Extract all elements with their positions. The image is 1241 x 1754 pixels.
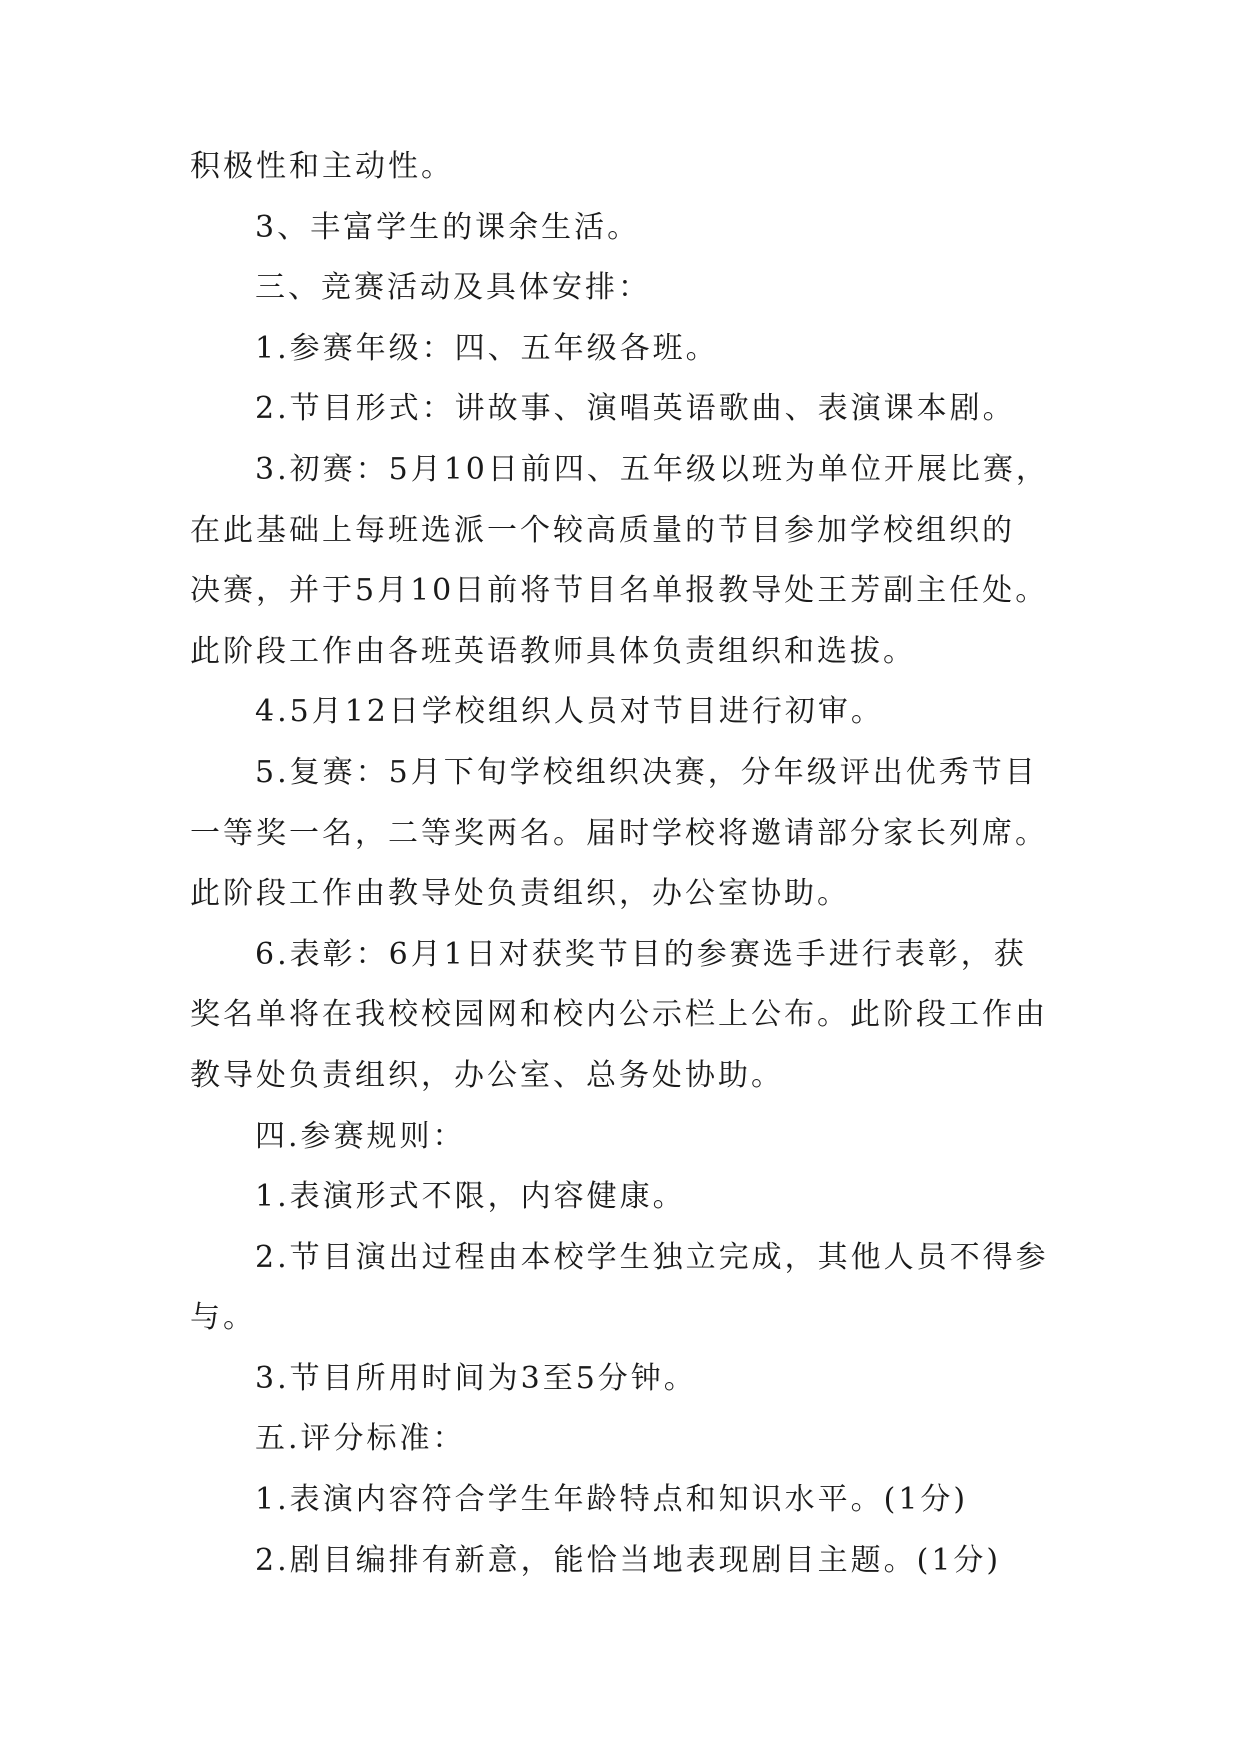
text-line: 在此基础上每班选派一个较高质量的节目参加学校组织的 [190, 512, 1015, 548]
section-heading: 三、竞赛活动及具体安排： [255, 270, 651, 306]
text-line: 与。 [190, 1300, 256, 1336]
section-heading: 四.参赛规则： [255, 1118, 466, 1154]
text-line: 此阶段工作由教导处负责组织，办公室协助。 [190, 876, 850, 912]
text-line: 教导处负责组织，办公室、总务处协助。 [190, 1057, 784, 1093]
text-line: 1.表演内容符合学生年龄特点和知识水平。(1分) [255, 1482, 969, 1518]
text-line: 3、丰富学生的课余生活。 [255, 209, 641, 245]
text-line: 2.节目演出过程由本校学生独立完成，其他人员不得参 [255, 1239, 1049, 1275]
text-line: 4.5月12日学校组织人员对节目进行初审。 [255, 694, 884, 730]
text-line: 3.节目所用时间为3至5分钟。 [255, 1360, 697, 1396]
text-line: 决赛，并于5月10日前将节目名单报教导处王芳副主任处。 [190, 573, 1049, 609]
text-line: 积极性和主动性。 [190, 149, 454, 184]
text-line: 奖名单将在我校校园网和校内公示栏上公布。此阶段工作由 [190, 997, 1048, 1033]
text-line: 6.表彰：6月1日对获奖节目的参赛选手进行表彰，获 [255, 936, 1027, 972]
document-body [190, 149, 1080, 1606]
text-line: 5.复赛：5月下旬学校组织决赛，分年级评出优秀节目 [255, 754, 1038, 790]
text-line: 1.表演形式不限，内容健康。 [255, 1179, 686, 1215]
text-line: 一等奖一名，二等奖两名。届时学校将邀请部分家长列席。 [190, 815, 1048, 851]
text-line: 1.参赛年级：四、五年级各班。 [255, 330, 719, 366]
section-heading: 五.评分标准： [255, 1421, 466, 1457]
text-line: 2.节目形式：讲故事、演唱英语歌曲、表演课本剧。 [255, 391, 1016, 427]
text-line: 3.初赛：5月10日前四、五年级以班为单位开展比赛， [255, 451, 1049, 487]
text-line: 2.剧目编排有新意，能恰当地表现剧目主题。(1分) [255, 1542, 1002, 1578]
text-line: 此阶段工作由各班英语教师具体负责组织和选拔。 [190, 633, 916, 669]
